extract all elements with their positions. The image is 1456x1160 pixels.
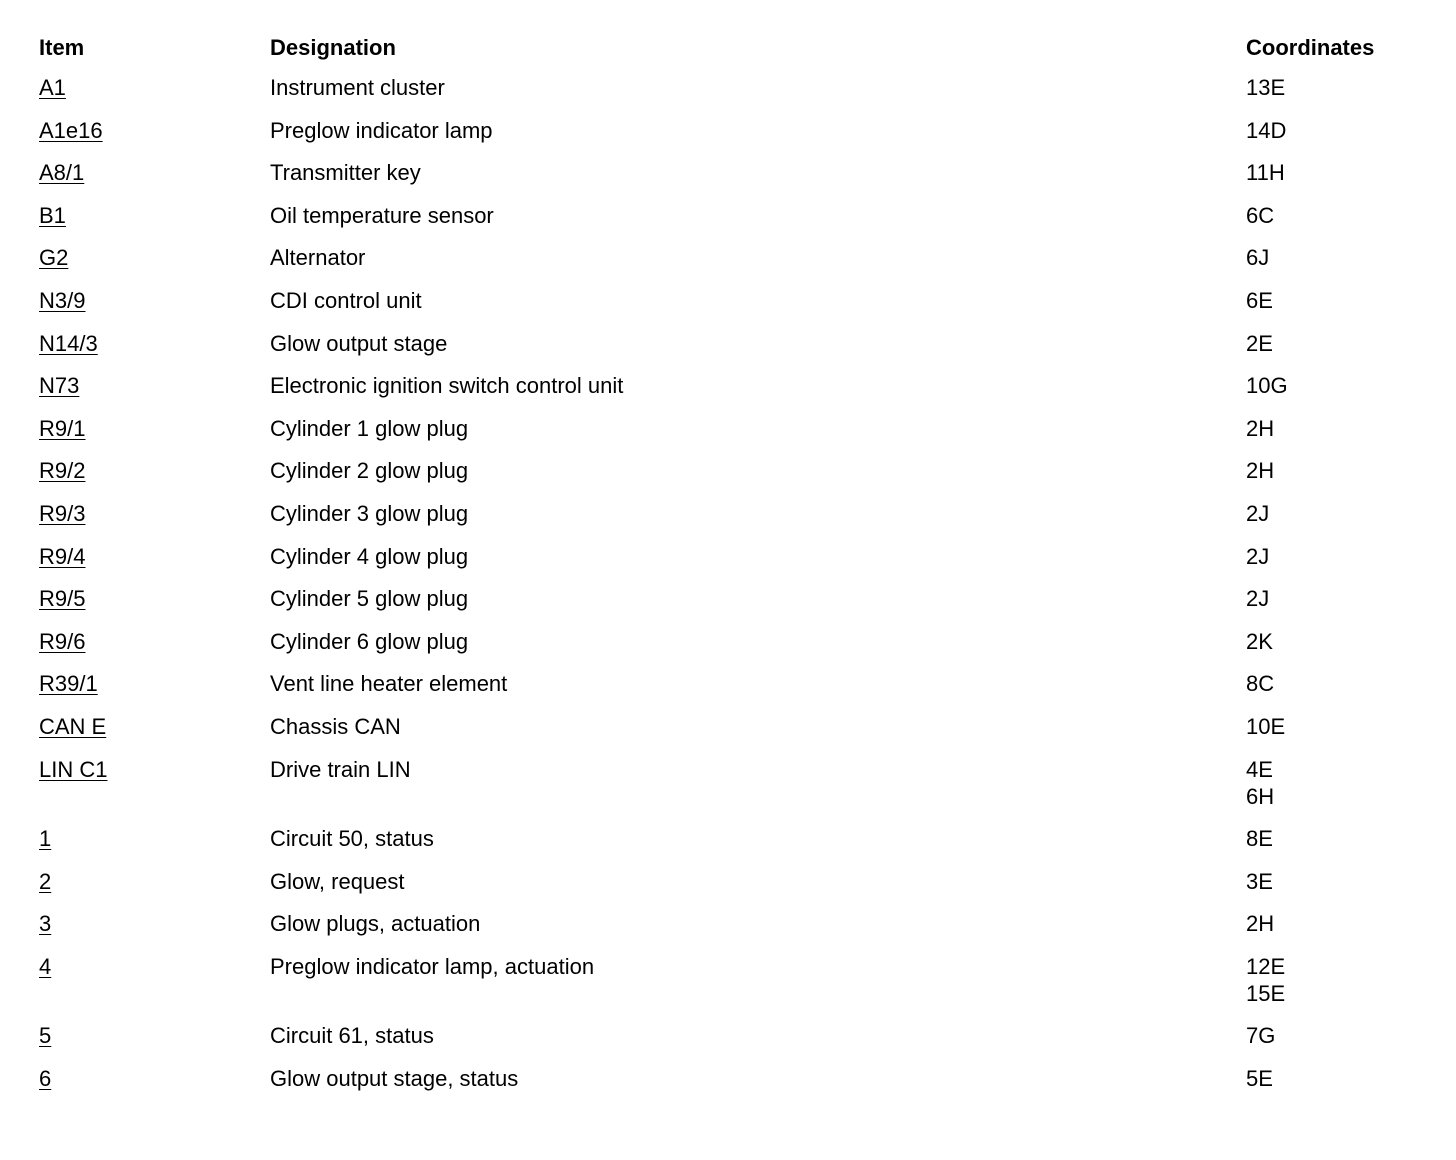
coordinates-cell: [1246, 372, 1419, 399]
item-link[interactable]: B1: [39, 202, 66, 228]
coordinates-cell: [1246, 74, 1419, 101]
table-row: [39, 543, 1419, 570]
coordinate-value: 10E: [1246, 713, 1286, 739]
item-cell: [39, 117, 270, 144]
item-link[interactable]: R9/5: [39, 586, 86, 612]
coordinates-cell: [1246, 202, 1419, 229]
designation-cell: Glow output stage: [270, 330, 448, 356]
designation-cell: Glow plugs, actuation: [270, 911, 481, 937]
designation-cell: Circuit 61, status: [270, 1023, 434, 1049]
coordinate-value: 5E: [1246, 1066, 1273, 1092]
coordinate-value: 10G: [1246, 373, 1288, 399]
item-link[interactable]: 6: [39, 1066, 52, 1092]
coordinate-value: 2J: [1246, 500, 1270, 526]
item-cell: [39, 1022, 270, 1049]
designation-cell: Glow output stage, status: [270, 1066, 519, 1092]
coordinates-cell: [1246, 287, 1419, 314]
designation-cell: Preglow indicator lamp: [270, 117, 493, 143]
item-cell: [39, 202, 270, 229]
designation-cell: Preglow indicator lamp, actuation: [270, 953, 595, 979]
coordinate-value: 6E: [1246, 287, 1273, 313]
item-link[interactable]: 2: [39, 868, 52, 894]
coordinate-value: 2E: [1246, 330, 1273, 356]
item-link[interactable]: R9/4: [39, 543, 86, 569]
item-link[interactable]: N14/3: [39, 330, 98, 356]
coordinates-cell: [1246, 713, 1419, 740]
coordinates-cell: [1246, 500, 1419, 527]
coordinates-cell: [1246, 825, 1419, 852]
item-link[interactable]: A1e16: [39, 117, 103, 143]
coordinates-cell: [1246, 953, 1419, 1007]
designation-cell: Glow, request: [270, 868, 405, 894]
coordinates-cell: [1246, 585, 1419, 612]
item-cell: [39, 713, 270, 740]
coordinates-cell: [1246, 910, 1419, 937]
table-body: [39, 74, 1419, 1092]
item-cell: [39, 953, 270, 980]
legend-table: [39, 32, 1419, 1108]
table-header: [39, 32, 1419, 74]
coordinate-value: 2J: [1246, 586, 1270, 612]
coordinate-value: 6H: [1246, 783, 1275, 809]
item-cell: [39, 500, 270, 527]
table-row: [39, 287, 1419, 314]
coordinate-value: 2H: [1246, 415, 1275, 441]
coordinate-value: 15E: [1246, 980, 1286, 1006]
table-row: [39, 202, 1419, 229]
item-link[interactable]: G2: [39, 245, 69, 271]
item-link[interactable]: A8/1: [39, 160, 85, 186]
item-cell: [39, 628, 270, 655]
designation-cell: Alternator: [270, 245, 366, 271]
coordinate-value: 8C: [1246, 671, 1275, 697]
table-row: [39, 953, 1419, 1007]
designation-cell: Instrument cluster: [270, 75, 445, 100]
coordinate-value: 2H: [1246, 911, 1275, 937]
item-link[interactable]: LIN C1: [39, 756, 108, 782]
table-row: [39, 159, 1419, 186]
header-designation: Designation: [270, 35, 396, 60]
designation-cell: Vent line heater element: [270, 671, 508, 697]
coordinates-cell: [1246, 543, 1419, 570]
table-row: [39, 244, 1419, 271]
table-row: [39, 825, 1419, 852]
coordinate-value: 4E: [1246, 756, 1273, 782]
item-link[interactable]: A1: [39, 75, 66, 100]
item-cell: [39, 330, 270, 357]
item-link[interactable]: CAN E: [39, 713, 107, 739]
designation-cell: Chassis CAN: [270, 713, 401, 739]
item-cell: [39, 670, 270, 697]
item-cell: [39, 159, 270, 186]
table-row: [39, 868, 1419, 895]
item-cell: [39, 457, 270, 484]
item-cell: [39, 756, 270, 783]
item-cell: [39, 1065, 270, 1092]
table-row: [39, 1022, 1419, 1049]
coordinate-value: 3E: [1246, 868, 1273, 894]
table-row: [39, 756, 1419, 810]
item-cell: [39, 415, 270, 442]
designation-cell: Cylinder 2 glow plug: [270, 458, 469, 484]
coordinates-cell: [1246, 457, 1419, 484]
coordinate-value: 2H: [1246, 458, 1275, 484]
item-cell: [39, 74, 270, 101]
table-row: [39, 415, 1419, 442]
table-row: [39, 372, 1419, 399]
coordinate-value: 14D: [1246, 117, 1287, 143]
table-row: [39, 74, 1419, 101]
designation-cell: Transmitter key: [270, 160, 421, 186]
designation-cell: Cylinder 3 glow plug: [270, 500, 469, 526]
coordinates-cell: [1246, 628, 1419, 655]
coordinates-cell: [1246, 756, 1419, 810]
table-row: [39, 500, 1419, 527]
coordinates-cell: [1246, 1022, 1419, 1049]
header-item: Item: [39, 35, 85, 60]
designation-cell: Cylinder 6 glow plug: [270, 628, 469, 654]
coordinate-value: 13E: [1246, 75, 1286, 100]
table-row: [39, 910, 1419, 937]
item-cell: [39, 543, 270, 570]
coordinates-cell: [1246, 159, 1419, 186]
item-link[interactable]: 4: [39, 953, 52, 979]
coordinate-value: 2K: [1246, 628, 1273, 654]
item-link[interactable]: R9/2: [39, 458, 86, 484]
table-row: [39, 1065, 1419, 1092]
item-link[interactable]: N3/9: [39, 287, 86, 313]
table-row: [39, 330, 1419, 357]
coordinate-value: 8E: [1246, 826, 1273, 852]
coordinate-value: 12E: [1246, 953, 1286, 979]
table-row: [39, 713, 1419, 740]
item-cell: [39, 910, 270, 937]
coordinates-cell: [1246, 868, 1419, 895]
item-cell: [39, 868, 270, 895]
coordinate-value: 6C: [1246, 202, 1275, 228]
header-coordinates: Coordinates: [1246, 35, 1375, 60]
item-link[interactable]: 5: [39, 1023, 52, 1049]
item-link[interactable]: N73: [39, 373, 80, 399]
item-cell: [39, 287, 270, 314]
designation-cell: CDI control unit: [270, 287, 422, 313]
coordinate-value: 6J: [1246, 245, 1270, 271]
item-link[interactable]: R9/3: [39, 500, 86, 526]
item-cell: [39, 585, 270, 612]
designation-cell: Electronic ignition switch control unit: [270, 373, 624, 399]
coordinates-cell: [1246, 244, 1419, 271]
designation-cell: Cylinder 4 glow plug: [270, 543, 469, 569]
designation-cell: Cylinder 5 glow plug: [270, 586, 469, 612]
table-row: [39, 670, 1419, 697]
item-link[interactable]: 3: [39, 911, 52, 937]
coordinates-cell: [1246, 330, 1419, 357]
item-link[interactable]: R9/6: [39, 628, 86, 654]
item-link[interactable]: 1: [39, 826, 52, 852]
table-row: [39, 628, 1419, 655]
item-cell: [39, 825, 270, 852]
coordinates-cell: [1246, 117, 1419, 144]
coordinate-value: 2J: [1246, 543, 1270, 569]
coordinates-cell: [1246, 1065, 1419, 1092]
item-cell: [39, 372, 270, 399]
coordinate-value: 11H: [1246, 160, 1285, 186]
item-link[interactable]: R9/1: [39, 415, 86, 441]
table-row: [39, 117, 1419, 144]
designation-cell: Cylinder 1 glow plug: [270, 415, 469, 441]
designation-cell: Oil temperature sensor: [270, 202, 494, 228]
table-row: [39, 457, 1419, 484]
item-link[interactable]: R39/1: [39, 671, 98, 697]
coordinates-cell: [1246, 670, 1419, 697]
item-cell: [39, 244, 270, 271]
designation-cell: Drive train LIN: [270, 756, 411, 782]
table-row: [39, 585, 1419, 612]
designation-cell: Circuit 50, status: [270, 826, 434, 852]
coordinates-cell: [1246, 415, 1419, 442]
coordinate-value: 7G: [1246, 1023, 1276, 1049]
